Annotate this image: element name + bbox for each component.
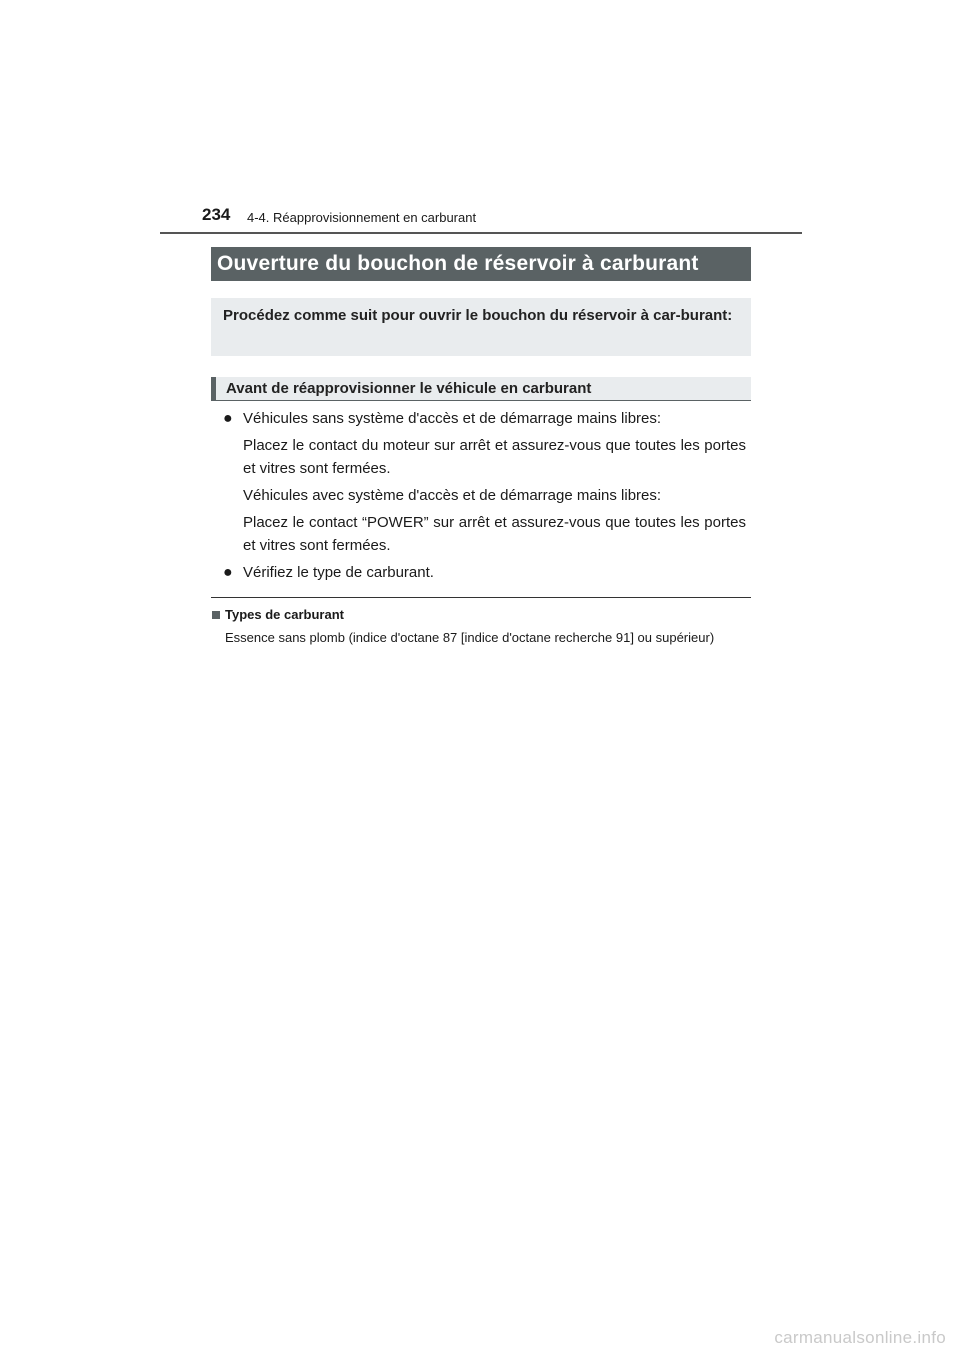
section-reference: 4-4. Réapprovisionnement en carburant — [247, 210, 477, 225]
page-title: Ouverture du bouchon de réservoir à carburant — [211, 247, 751, 281]
watermark: carmanualsonline.info — [774, 1328, 946, 1347]
bullet-text: Vérifiez le type de carburant. — [243, 564, 434, 581]
bullet-icon: ● — [223, 564, 233, 581]
square-bullet-icon — [212, 611, 220, 619]
subheading: Avant de réapprovisionner le véhicule en carburant — [211, 377, 751, 401]
paragraph: Placez le contact “POWER” sur arrêt et assurez-vous que toutes les portes et vitres sont fermées. — [243, 514, 746, 554]
page-number: 234 — [202, 205, 231, 224]
content-body — [223, 407, 746, 588]
header-divider — [160, 232, 802, 234]
section-divider — [211, 597, 751, 598]
note-title-text: Types de carburant — [225, 607, 344, 622]
bullet-item — [223, 561, 746, 584]
bullet-icon: ● — [223, 410, 233, 427]
bullet-text: Véhicules sans système d'accès et de démarrage mains libres: — [243, 410, 662, 427]
paragraph: Véhicules avec système d'accès et de démarrage mains libres: — [243, 487, 662, 504]
paragraph: Placez le contact du moteur sur arrêt et assurez-vous que toutes les portes et vitres sont fermées. — [243, 437, 746, 477]
bullet-item — [223, 407, 746, 430]
note-title — [212, 607, 344, 622]
intro-box: Procédez comme suit pour ouvrir le bouchon du réservoir à car-burant: — [211, 298, 751, 356]
note-body: Essence sans plomb (indice d'octane 87 [indice d'octane recherche 91] ou supérieur) — [225, 630, 715, 645]
